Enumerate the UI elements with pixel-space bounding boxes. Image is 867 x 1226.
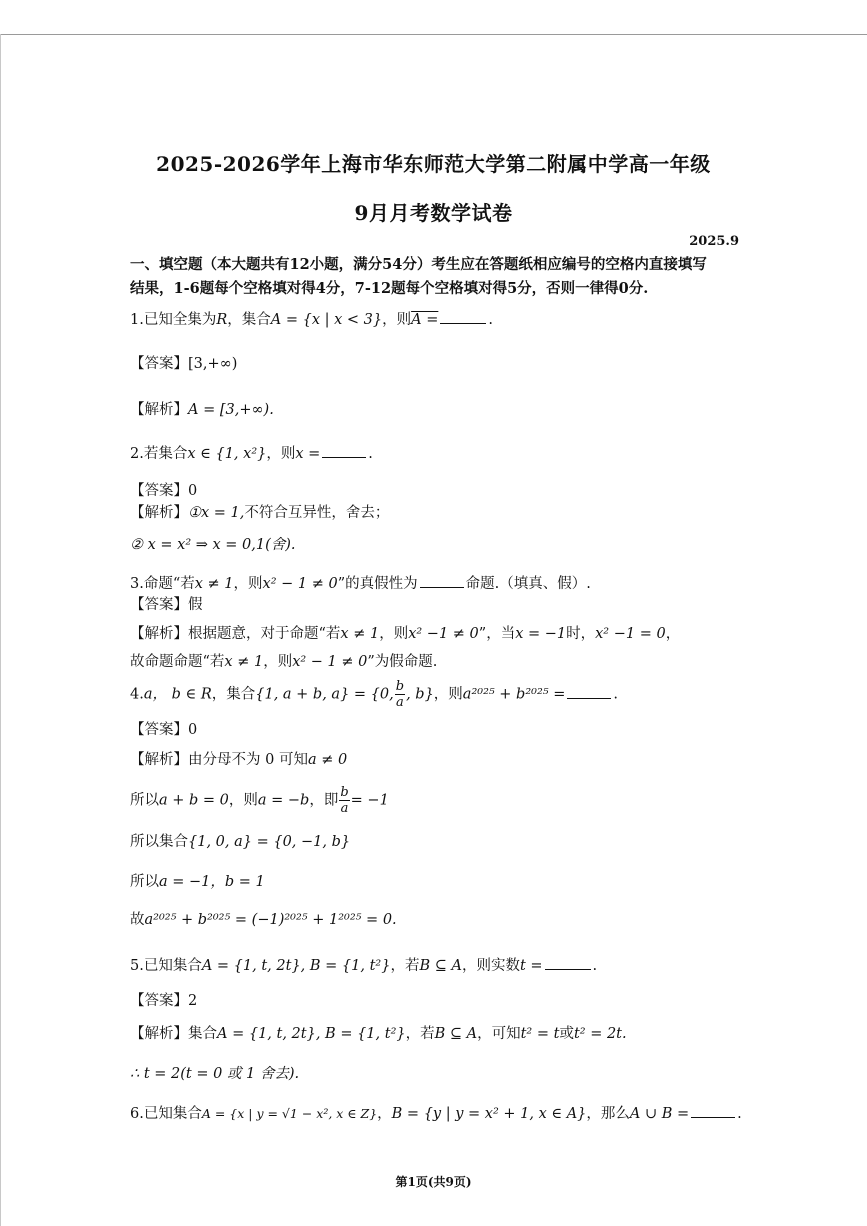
analysis-4-step5: 故a²⁰²⁵ + b²⁰²⁵ = (−1)²⁰²⁵ + 1²⁰²⁵ = 0. [130,912,397,928]
answer-blank [322,456,366,458]
question-number: 4. [130,686,144,703]
question-number: 5. [130,958,144,974]
answer-1: 【答案】[3,+∞) [130,356,238,372]
answer-2: 【答案】0 [130,483,198,499]
section-heading: 一、填空题（本大题共有12小题，满分54分）考生应在答题纸相应编号的空格内直接填写 [130,256,707,273]
question-4: 4.a， b ∈ R，集合{1, a + b, a} = {0, $\frac{b}{a}$ , b}，则a²⁰²⁵ + b²⁰²⁵ = . [130,679,618,710]
analysis-1: 【解析】A = [3,+∞). [130,402,274,418]
answer-blank [440,322,486,324]
section-heading-continued: 结果，1-6题每个空格填对得4分，7-12题每个空格填对得5分，否则一律得0分. [130,280,649,297]
analysis-5: 【解析】集合A = {1, t, 2t}, B = {1, t²}，若B ⊆ A，可知t² = t或t² = 2t. [130,1026,627,1042]
analysis-5-conclusion: ∴ t = 2(t = 0 或 1 舍去). [130,1066,300,1082]
analysis-2-step: ② x = x² ⇒ x = 0,1(舍). [130,537,296,553]
answer-blank [691,1116,735,1118]
question-3: 3.命题“若x ≠ 1，则x² − 1 ≠ 0”的真假性为 命题.（填真、假）. [130,576,591,592]
analysis-4: 【解析】由分母不为 0 可知a ≠ 0 [130,752,348,768]
exam-title-line1: 2025-2026学年上海市华东师范大学第二附属中学高一年级 [156,152,711,176]
analysis-4-step3: 所以集合{1, 0, a} = {0, −1, b} [130,834,351,850]
question-number: 3. [130,576,144,592]
answer-4: 【答案】0 [130,722,198,738]
analysis-2: 【解析】①x = 1,不符合互异性，舍去； [130,505,390,521]
answer-5: 【答案】2 [130,993,198,1009]
question-2: 2.若集合x ∈ {1, x²}，则x = . [130,446,373,462]
question-number: 1. [130,312,144,328]
question-6: 6.已知集合A = {x | y = √1 − x², x ∈ Z}，B = {y | y = x² + 1, x ∈ A}，那么A ∪ B = . [130,1106,742,1122]
question-number: 6. [130,1106,144,1122]
answer-blank [420,586,464,588]
answer-blank [545,968,591,970]
analysis-3: 【解析】根据题意，对于命题“若x ≠ 1，则x² −1 ≠ 0”，当x = −1时，x² −1 = 0， [130,626,681,642]
exam-title-line2: 9月月考数学试卷 [354,201,513,225]
answer-blank [567,697,611,699]
fraction: $\frac{b}{a}$ [340,785,349,816]
question-number: 2. [130,446,144,462]
analysis-3-conclusion: 故命题命题“若x ≠ 1，则x² − 1 ≠ 0”为假命题. [130,654,438,670]
fraction: $\frac{b}{a}$ [395,679,405,710]
top-border-line [0,34,867,35]
question-1: 1.已知全集为R，集合A = {x | x < 3}，则A = . [130,312,493,328]
question-5: 5.已知集合A = {1, t, 2t}, B = {1, t²}，若B ⊆ A，则实数t = . [130,958,598,974]
analysis-4-step2: 所以a + b = 0，则a = −b，即 $\frac{b}{a}$ = −1 [130,785,389,816]
answer-3: 【答案】假 [130,597,203,613]
page-footer: 第1页(共9页) [395,1175,472,1189]
exam-date: 2025.9 [689,234,739,249]
analysis-4-step4: 所以a = −1，b = 1 [130,874,265,890]
